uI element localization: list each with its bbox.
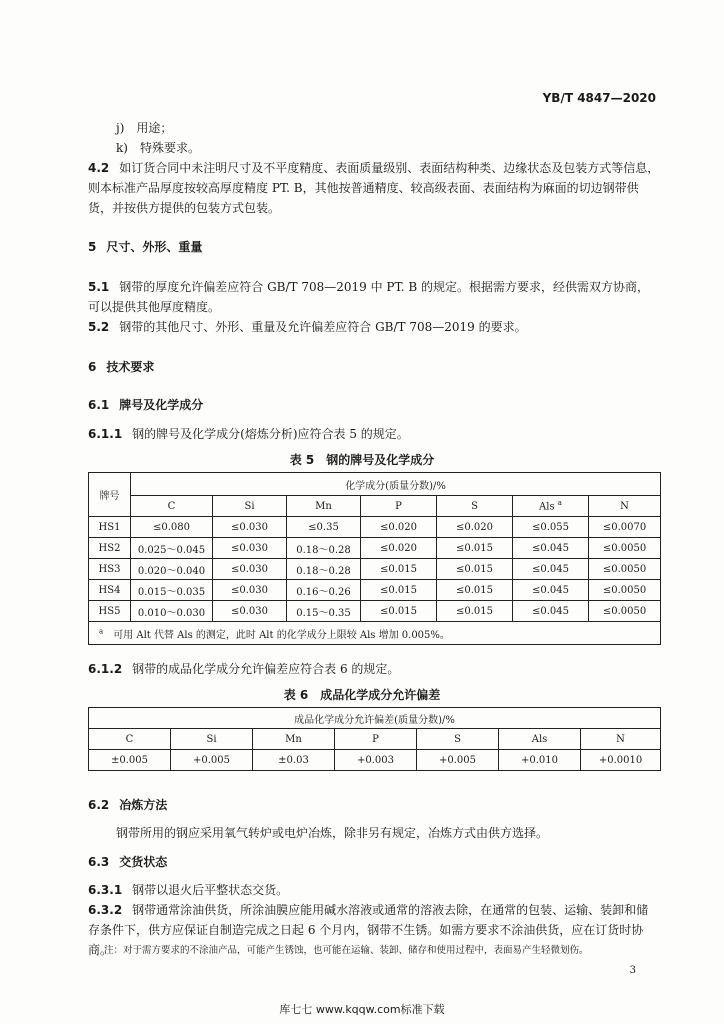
section-title: 技术要求 (106, 360, 155, 374)
value-cell: ≤0.015 (361, 601, 437, 622)
table-6-caption: 表 6 成品化学成分允许偏差 (283, 688, 441, 702)
clause-number: 6.1 (88, 398, 110, 412)
value-cell: ≤0.045 (513, 601, 589, 622)
clause-number: 6.1.1 (88, 427, 123, 441)
section-5-heading (88, 238, 202, 255)
table-row (89, 538, 661, 559)
element-header: N (589, 496, 661, 517)
table-row (89, 601, 661, 622)
clause-text: 钢带通常涂油供货，所涂油膜应能用碱水溶液或通常的溶液去除，在通常的包装、运输、装卸和储存条件下，供方应保证自制造完成之日起 6 个月内，钢带不生锈。如需方要求不涂油供货，应在订货时协商。 (88, 903, 649, 957)
clause-6-2-heading (88, 796, 167, 813)
value-cell: ≤0.015 (437, 559, 513, 580)
clause-6-2-text: 钢带所用的钢应采用氧气转炉或电炉冶炼，除非另有规定，冶炼方式由供方选择。 (116, 826, 549, 840)
element-header: Si (171, 729, 253, 750)
standard-number: YB/T 4847—2020 (542, 91, 656, 105)
value-cell: 0.18～0.28 (287, 538, 361, 559)
value-cell: ≤0.015 (361, 580, 437, 601)
clause-number: 6.2 (88, 798, 110, 812)
table-row (89, 580, 661, 601)
clause-text: 钢的牌号及化学成分(熔炼分析)应符合表 5 的规定。 (132, 427, 409, 441)
note-text: 注：对于需方要求的不涂油产品，可能产生锈蚀，也可能在运输、装卸、储存和使用过程中，表面易产生轻微划伤。 (104, 945, 589, 956)
value-cell: +0.0010 (581, 750, 661, 771)
clause-6-1-1 (88, 424, 660, 444)
value-cell: ±0.03 (253, 750, 335, 771)
element-label: Als (539, 501, 555, 513)
clause-number: 5.2 (88, 320, 110, 334)
clause-6-3-heading (88, 853, 167, 870)
grade-cell: HS5 (89, 601, 131, 622)
clause-number: 6.3 (88, 855, 110, 869)
value-cell: 0.18～0.28 (287, 559, 361, 580)
value-cell: 0.025～0.045 (131, 538, 213, 559)
value-cell: +0.005 (417, 750, 499, 771)
clause-text: 钢带的厚度允许偏差应符合 GB/T 708—2019 中 PT. B 的规定。根据需方要求，经供需双方协商，可以提供其他厚度精度。 (88, 280, 649, 314)
value-cell: ≤0.045 (513, 580, 589, 601)
value-cell: ≤0.045 (513, 538, 589, 559)
value-cell: 0.020～0.040 (131, 559, 213, 580)
element-header: C (89, 729, 171, 750)
value-cell: ≤0.030 (213, 538, 287, 559)
clause-title: 冶炼方法 (119, 798, 168, 812)
value-cell: 0.16～0.26 (287, 580, 361, 601)
clause-5-2 (88, 317, 660, 337)
value-cell: +0.005 (171, 750, 253, 771)
table-5-footnote (89, 622, 661, 645)
value-cell: ≤0.080 (131, 517, 213, 538)
clause-5-1 (88, 277, 660, 317)
value-cell: 0.010～0.030 (131, 601, 213, 622)
value-cell: ≤0.015 (361, 559, 437, 580)
element-header: S (417, 729, 499, 750)
value-cell: ≤0.030 (213, 517, 287, 538)
clause-6-1-2 (88, 659, 660, 679)
table-row (89, 750, 661, 771)
table-row (89, 559, 661, 580)
value-cell: ≤0.015 (437, 538, 513, 559)
grade-cell: HS1 (89, 517, 131, 538)
value-cell: +0.010 (499, 750, 581, 771)
section-number: 6 (88, 360, 97, 374)
section-number: 5 (88, 240, 97, 254)
value-cell: ≤0.020 (437, 517, 513, 538)
element-header: P (335, 729, 417, 750)
value-cell: ≤0.0050 (589, 580, 661, 601)
page-number: 3 (629, 965, 636, 976)
clause-text: 如订货合同中未注明尺寸及不平度精度、表面质量级别、表面结构种类、边缘状态及包装方式等信息，则本标准产品厚度按较高厚度精度 PT. B，其他按普通精度、较高级表面、表面结构为麻面的切边钢带供货，并按供方提供的包装方式包装。 (88, 161, 660, 215)
clause-title: 牌号及化学成分 (119, 398, 204, 412)
element-header-als (513, 496, 589, 517)
list-item-j: j) 用途； (116, 121, 173, 135)
value-cell: +0.003 (335, 750, 417, 771)
footnote-text: 可用 Alt 代替 Als 的测定，此时 Alt 的化学成分上限较 Als 增加 0.005%。 (113, 629, 450, 641)
clause-text: 钢带的其他尺寸、外形、重量及允许偏差应符合 GB/T 708—2019 的要求。 (119, 320, 527, 334)
footnote-marker: a (557, 499, 562, 508)
value-cell: ≤0.0050 (589, 559, 661, 580)
value-cell: ≤0.35 (287, 517, 361, 538)
clause-number: 6.3.1 (88, 883, 123, 897)
table-5 (88, 472, 661, 645)
clause-4-2 (88, 158, 660, 218)
value-cell: ≤0.030 (213, 601, 287, 622)
value-cell: ≤0.030 (213, 580, 287, 601)
value-cell: 0.15～0.35 (287, 601, 361, 622)
watermark-footer: 库七七 www.kqqw.com标准下载 (279, 1003, 445, 1016)
clause-title: 交货状态 (119, 855, 168, 869)
table-5-caption: 表 5 钢的牌号及化学成分 (289, 453, 435, 467)
clause-number: 6.3.2 (88, 903, 123, 917)
value-cell: ≤0.020 (361, 517, 437, 538)
section-title: 尺寸、外形、重量 (106, 240, 203, 254)
value-cell: ≤0.0050 (589, 538, 661, 559)
value-cell: ≤0.020 (361, 538, 437, 559)
section-6-heading (88, 358, 154, 375)
table-row (89, 517, 661, 538)
element-header: Mn (253, 729, 335, 750)
grade-cell: HS4 (89, 580, 131, 601)
element-header: Als (499, 729, 581, 750)
element-header: C (131, 496, 213, 517)
element-header: S (437, 496, 513, 517)
value-cell: ≤0.015 (437, 580, 513, 601)
clause-number: 4.2 (88, 161, 110, 175)
list-item-k: k) 特殊要求。 (116, 141, 200, 155)
grade-cell: HS3 (89, 559, 131, 580)
element-header: Si (213, 496, 287, 517)
value-cell: ≤0.045 (513, 559, 589, 580)
value-cell: ≤0.0070 (589, 517, 661, 538)
grade-header: 牌号 (89, 473, 131, 517)
deviation-group-header: 成品化学成分允许偏差(质量分数)/% (89, 708, 661, 729)
clause-number: 6.1.2 (88, 662, 123, 676)
value-cell: ≤0.030 (213, 559, 287, 580)
clause-text: 钢带的成品化学成分允许偏差应符合表 6 的规定。 (132, 662, 400, 676)
element-header: P (361, 496, 437, 517)
table-6 (88, 707, 661, 771)
clause-number: 5.1 (88, 280, 110, 294)
clause-text: 钢带以退火后平整状态交货。 (132, 883, 289, 897)
value-cell: 0.015～0.035 (131, 580, 213, 601)
composition-group-header: 化学成分(质量分数)/% (131, 473, 661, 496)
grade-cell: HS2 (89, 538, 131, 559)
value-cell: ±0.005 (89, 750, 171, 771)
footnote-marker: a (99, 627, 104, 636)
value-cell: ≤0.015 (437, 601, 513, 622)
clause-6-1-heading (88, 396, 203, 413)
value-cell: ≤0.0050 (589, 601, 661, 622)
clause-6-3-1 (88, 880, 660, 900)
element-header: N (581, 729, 661, 750)
value-cell: ≤0.055 (513, 517, 589, 538)
element-header: Mn (287, 496, 361, 517)
